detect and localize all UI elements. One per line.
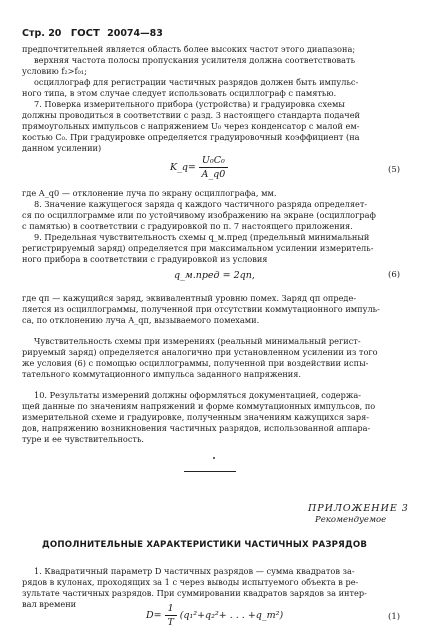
text-line: 10. Результаты измерений должны оформляться документацией, содержа- [34,390,362,400]
text-line: 8. Значение кажущегося заряда q каждого частичного разряда определяет- [34,199,368,209]
text-line: тательного коммутационного импульса заданного напряжения. [22,369,302,379]
equation-5-lhs: K_q= [170,162,196,173]
text-line: зультате частичных разрядов. При суммировании квадратов зарядов за интер- [22,588,367,598]
text-line: Чувствительность схемы при измерениях (реальный минимальный регист- [34,336,361,346]
text-line: дов, напряжению возникновения частичных разрядов, использованной аппара- [22,423,371,433]
text-line: костью C₀. При градуировке определяется градуировочный коэффициент (на [22,132,360,142]
text-line: данном усилении) [22,143,102,153]
text-line: осциллограф для регистрации частичных разрядов должен быть импульс- [34,77,359,87]
text-line: с памятью) в соответствии с градуировкой по п. 7 настоящего приложения. [22,221,353,231]
equation-1-rhs: (q₁²+q₂²+ . . . +q_m²) [179,610,284,621]
text-line: рируемый заряд) определяется аналогично при установленном усилении из того [22,347,378,357]
text-line: туре и ее чувствительность. [22,434,145,444]
text-line: щей данные по значениям напряжений и форме коммутационных импульсов, по [22,401,376,411]
text-line: ного прибора в соответствии с градуировкой из условия [22,254,268,264]
text-line: 1. Квадратичный параметр D частичных разрядов — сумма квадратов за- [34,566,355,576]
equation-1 [146,603,283,628]
equation-1-lhs: D= [146,610,162,621]
text-line: рядов в кулонах, проходящих за 1 с через выводы испытуемого объекта в ре- [22,577,359,587]
equation-1-numerator: 1 [165,603,177,616]
gost-label: ГОСТ [70,28,100,39]
equation-1-number: (1) [388,612,401,622]
standard-number: 20074—83 [107,28,163,39]
equation-5-fraction [199,155,228,180]
text-line: должны проводиться в соответствии с разд. 3 настоящего стандарта подачей [22,110,361,120]
page-number: Стр. 20 [22,28,62,39]
equation-5-denominator: A_q0 [201,169,226,180]
text-line: верхняя частота полосы пропускания усилителя должна соответствовать [34,55,356,65]
equation-1-fraction [165,603,177,628]
equation-5-numerator: U₀C₀ [199,155,228,168]
text-line: условию f₂>f₀₁; [22,66,87,76]
text-line: где A_q0 — отклонение луча по экрану осциллографа, мм. [22,188,277,198]
separator-line [184,471,236,472]
equation-5-number: (5) [388,165,401,175]
text-line: где qп — кажущийся заряд, эквивалентный уровню помех. Заряд qп опреде- [22,293,357,303]
page-header [22,28,163,39]
text-line: ся по осциллограмме или по устойчивому изображению на экране (осциллограф [22,210,376,220]
section-title: ДОПОЛНИТЕЛЬНЫЕ ХАРАКТЕРИСТИКИ ЧАСТИЧНЫХ РАЗРЯДОВ [42,540,368,550]
equation-6: q_м.пред = 2qп, [174,270,255,281]
text-line: вал времени [22,599,77,609]
text-line: измерительной схеме и градуировке, полученным значениям кажущихся заря- [22,412,369,422]
text-line: же условия (6) с помощью осциллограммы, полученной при воздействии испы- [22,358,369,368]
text-line: регистрируемый заряд) определяется при максимальном усилении измеритель- [22,243,374,253]
equation-6-number: (6) [388,270,401,280]
text-line: ляется из осциллограммы, полученной при отсутствии коммутационного импуль- [22,304,380,314]
text-line: 9. Предельная чувствительность схемы q_м.пред (предельный минимальный [34,232,370,242]
separator-dot [213,457,215,459]
equation-5 [170,155,228,180]
text-line: са, по отклонению луча A_qп, вызываемого помехами. [22,315,260,325]
equation-1-denominator: T [167,617,174,628]
text-line: 7. Поверка измерительного прибора (устройства) и градуировка схемы [34,99,345,109]
appendix-title: ПРИЛОЖЕНИЕ 3 [308,503,409,514]
text-line: ного типа, в этом случае следует использовать осциллограф с памятью. [22,88,337,98]
appendix-subtitle: Рекомендуемое [315,515,387,525]
text-line: прямоугольных импульсов с напряжением U₀ через конденсатор с малой ем- [22,121,360,131]
text-line: предпочтительней является область более высоких частот этого диапазона; [22,44,356,54]
